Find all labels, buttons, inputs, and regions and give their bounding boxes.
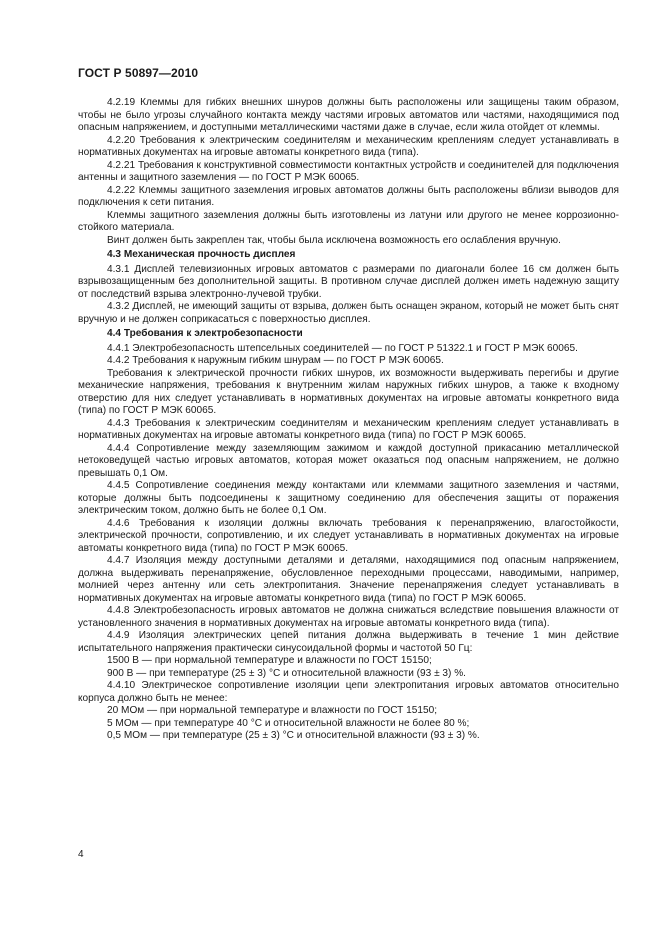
paragraph-4-4-8: 4.4.8 Электробезопасность игровых автоматов не должна снижаться вследствие повышения влажности от установленного значения в нормативных документах на игровые автоматы конкретного вида (типа).	[78, 605, 619, 629]
paragraph-4-4-4: 4.4.4 Сопротивление между заземляющим зажимом и каждой доступной прикасанию металлической нетоковедущей частью игровых автоматов, которая может оказаться под опасным напряжением, не должно превышать 0,1 Ом.	[78, 442, 619, 479]
list-item-1500v: 1500 В — при нормальной температуре и влажности по ГОСТ 15150;	[107, 655, 432, 666]
list-item-20mohm: 20 МОм — при нормальной температуре и влажности по ГОСТ 15150;	[107, 705, 437, 716]
section-heading-4-4: 4.4 Требования к электробезопасности	[107, 328, 303, 339]
paragraph-4-2-21: 4.2.21 Требования к конструктивной совместимости контактных устройств и соединителей для подключения антенны и защитного заземления — по ГОСТ Р МЭК 60065.	[78, 159, 619, 183]
paragraph-4-4-9: 4.4.9 Изоляция электрических цепей питания должна выдерживать в течение 1 мин действие испытательного напряжения практически синусоидальной формы и частотой 50 Гц:	[78, 630, 619, 654]
document-header: ГОСТ Р 50897—2010	[78, 66, 199, 80]
paragraph-4-4-3: 4.4.3 Требования к электрическим соединителям и механическим креплениям следует устанавливать в нормативных документах на игровые автоматы конкретного вида (типа) по ГОСТ Р МЭК 60065.	[78, 417, 619, 441]
document-body	[78, 97, 619, 743]
paragraph-screw: Винт должен быть закреплен так, чтобы была исключена возможность его ослабления вручную.	[107, 234, 561, 246]
section-heading-4-3: 4.3 Механическая прочность дисплея	[107, 249, 296, 260]
paragraph-4-4-7: 4.4.7 Изоляция между доступными деталями и деталями, находящимися под опасным напряжением, должна выдерживать перенапряжение, обусловленное переходными процессами, наводимыми, например, молнией через антенну или сеть электропитания. Значение перенапряжения следует устанавливать в нормативных документах на игровые автоматы конкретного вида (типа) по ГОСТ Р МЭК 60065.	[78, 555, 619, 604]
list-item-900v: 900 В — при температуре (25 ± 3) °С и относительной влажности (93 ± 3) %.	[107, 667, 466, 679]
list-item-0-5mohm: 0,5 МОм — при температуре (25 ± 3) °С и относительной влажности (93 ± 3) %.	[107, 730, 480, 741]
paragraph-4-4-2: 4.4.2 Требования к наружным гибким шнурам — по ГОСТ Р МЭК 60065.	[107, 355, 444, 366]
paragraph-4-4-5: 4.4.5 Сопротивление соединения между контактами или клеммами защитного заземления и частями, которые должны быть подсоединены к защитному соединению для обеспечения защиты от поражения электрическим током, должно быть не более 0,1 Ом.	[78, 480, 619, 516]
paragraph-4-3-1: 4.3.1 Дисплей телевизионных игровых автоматов с размерами по диагонали более 16 см должен быть взрывозащищенным без дополнительной защиты. В противном случае дисплей должен иметь надежную защиту от последствий взрыва электронно-лучевой трубки.	[78, 263, 619, 300]
paragraph-grounding-material: Клеммы защитного заземления должны быть изготовлены из латуни или другого не менее коррозионно-стойкого материала.	[78, 209, 619, 233]
paragraph-4-4-10: 4.4.10 Электрическое сопротивление изоляции цепи электропитания игровых автоматов относительно корпуса должно быть не менее:	[78, 680, 619, 704]
page-number: 4	[78, 849, 84, 860]
paragraph-4-4-6: 4.4.6 Требования к изоляции должны включать требования к перенапряжению, влагостойкости, электрической прочности, сопротивлению, и их следует устанавливать в нормативных документах на игровые автоматы конкретного вида (типа) по ГОСТ Р МЭК 60065.	[78, 517, 619, 554]
paragraph-4-2-19: 4.2.19 Клеммы для гибких внешних шнуров должны быть расположены или защищены таким образом, чтобы не было угрозы случайного контакта между частями игровых автоматов или частями, находящимися под опасным напряжением, и доступными металлическими частями даже в случае, если жила отойдет от клеммы.	[78, 97, 619, 133]
list-item-5mohm: 5 МОм — при температуре 40 °С и относительной влажности не более 80 %;	[107, 717, 470, 729]
paragraph-4-3-2: 4.3.2 Дисплей, не имеющий защиты от взрыва, должен быть оснащен экраном, который не может быть снят вручную и не должен соприкасаться с поверхностью дисплея.	[78, 301, 619, 325]
paragraph-4-4-1: 4.4.1 Электробезопасность штепсельных соединителей — по ГОСТ Р 51322.1 и ГОСТ Р МЭК 60065.	[107, 342, 578, 354]
paragraph-4-2-20: 4.2.20 Требования к электрическим соединителям и механическим креплениям следует устанавливать в нормативных документах на игровые автоматы конкретного вида (типа).	[78, 134, 619, 158]
paragraph-4-2-22: 4.2.22 Клеммы защитного заземления игровых автоматов должны быть расположены вблизи выводов для подключения к сети питания.	[78, 184, 619, 208]
paragraph-cord-requirements: Требования к электрической прочности гибких шнуров, их возможности выдерживать перегибы и другие механические напряжения, требования к внутренним жилам наружных гибких шнуров, а также к входному отверстию для них следует устанавливать в нормативных документах на игровые автоматы конкретного вида (типа) по ГОСТ Р МЭК 60065.	[78, 367, 619, 416]
